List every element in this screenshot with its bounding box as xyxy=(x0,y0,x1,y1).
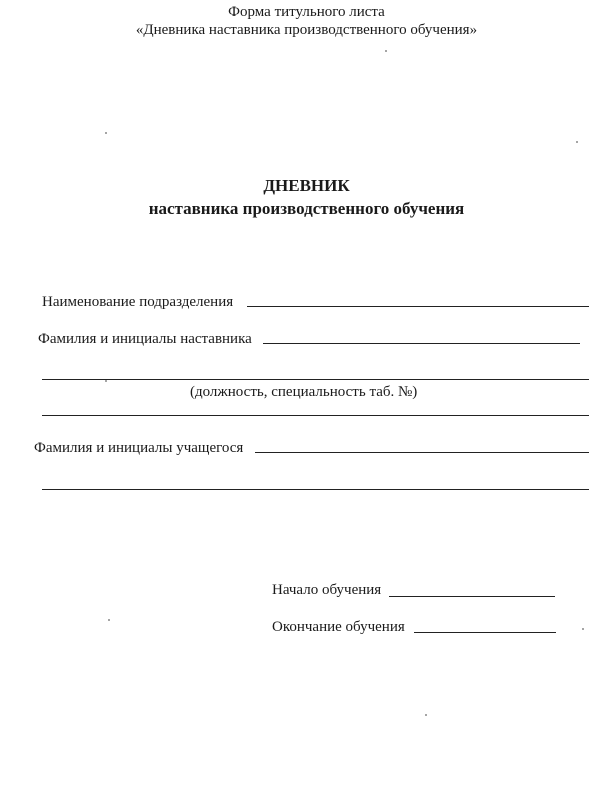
scan-speck xyxy=(108,619,110,621)
end-date-label: Окончание обучения xyxy=(272,619,405,635)
scan-speck xyxy=(105,132,107,134)
document-subtitle: наставника производственного обучения xyxy=(148,199,465,218)
document-title: ДНЕВНИК xyxy=(263,176,350,195)
department-label: Наименование подразделения xyxy=(42,294,234,310)
student-name-label: Фамилия и инициалы учащегося xyxy=(34,440,244,456)
end-date-blank-line xyxy=(414,632,556,633)
scan-speck xyxy=(576,141,578,143)
scan-speck xyxy=(425,714,427,716)
mentor-blank-line-2 xyxy=(42,379,589,380)
mentor-name-blank-line xyxy=(263,343,580,344)
position-hint: (должность, специальность таб. №) xyxy=(190,384,418,400)
student-blank-line-2 xyxy=(42,489,589,490)
start-date-label: Начало обучения xyxy=(272,582,382,598)
form-caption-line2: «Дневника наставника производственного обучения» xyxy=(135,22,478,38)
start-date-blank-line xyxy=(389,596,555,597)
position-blank-line xyxy=(42,415,589,416)
scan-speck xyxy=(582,628,584,630)
scan-speck xyxy=(385,50,387,52)
department-blank-line xyxy=(247,306,589,307)
form-caption-line1: Форма титульного листа xyxy=(228,4,385,20)
scan-speck xyxy=(105,380,107,382)
student-name-blank-line xyxy=(255,452,589,453)
mentor-name-label: Фамилия и инициалы наставника xyxy=(38,331,252,347)
